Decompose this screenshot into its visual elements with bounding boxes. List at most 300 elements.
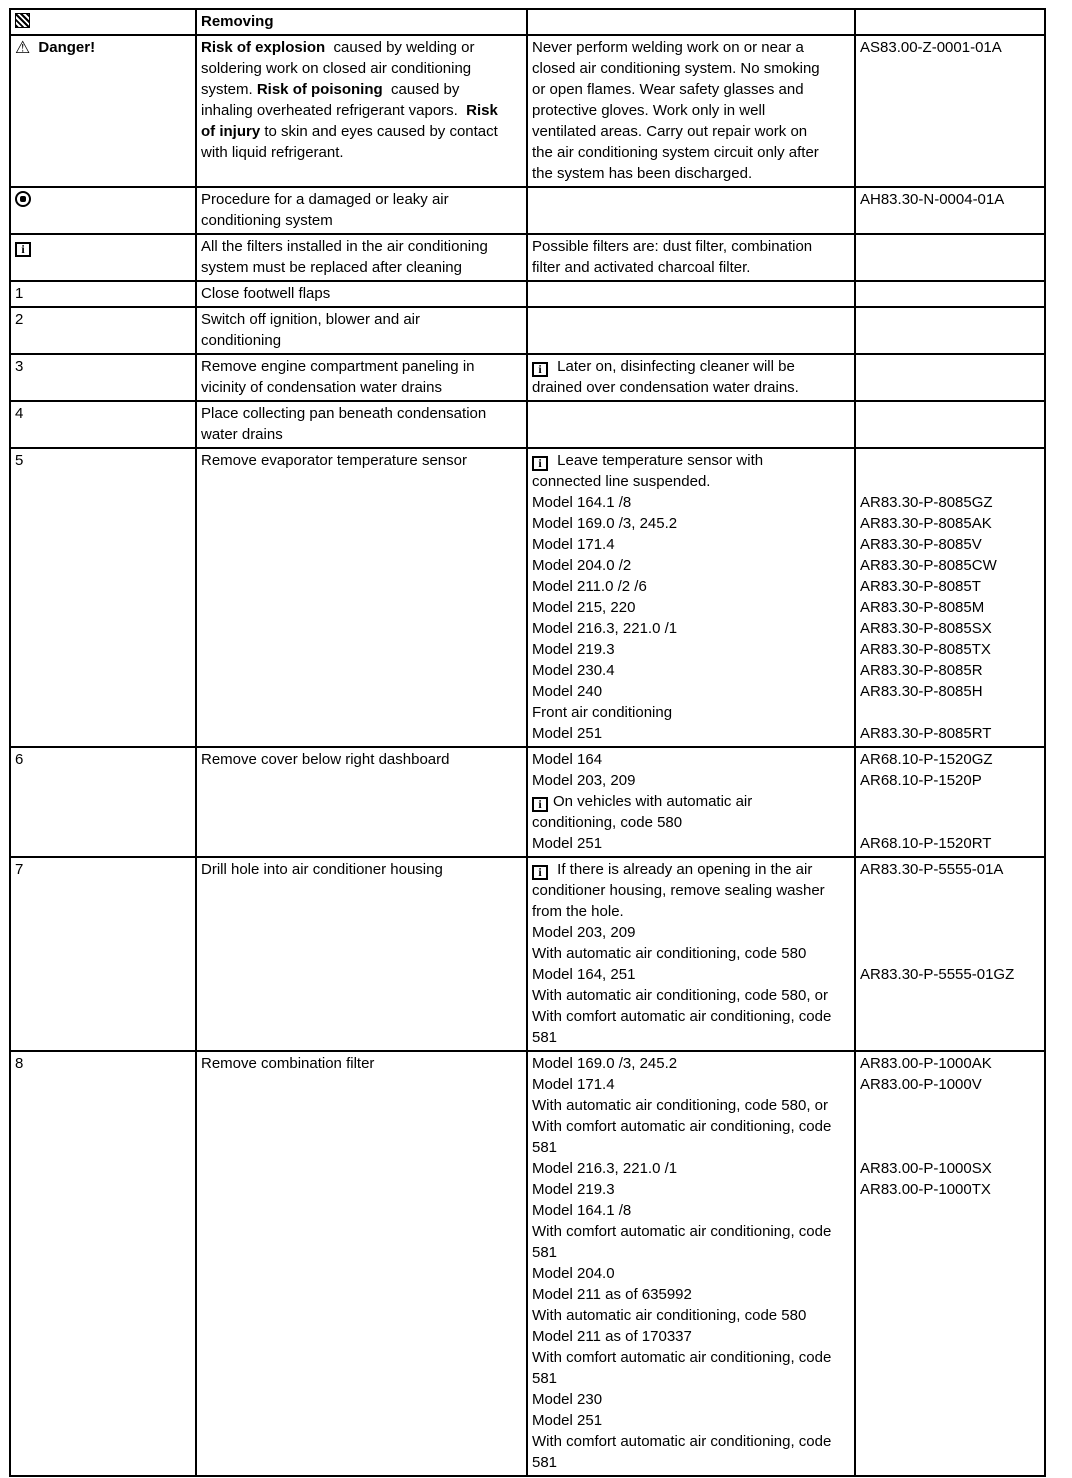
info-icon: i [532,456,548,471]
text-segment: Model 203, 209 [532,772,636,789]
text-line [201,210,522,231]
text-segment: conditioning system [201,212,333,229]
text-segment: Never perform welding work on or near a [532,39,804,56]
text-line [532,356,850,377]
text-segment: AR83.00-P-1000AK [860,1055,992,1072]
text-line [532,450,850,471]
text-segment: Remove evaporator temperature sensor [201,452,467,469]
text-segment: AR83.30-P-5555-01GZ [860,966,1015,983]
text-line [15,450,191,471]
text-segment: Later on, disinfecting cleaner will be [553,358,795,375]
text-line [532,492,850,513]
text-segment: filter and activated charcoal filter. [532,259,751,276]
text-line [201,309,522,330]
text-segment: to skin and eyes caused by contact [260,123,498,140]
step-cell [10,9,196,35]
text-segment: Model 251 [532,835,603,852]
text-line [201,37,522,58]
text-line [15,403,191,424]
text-segment: closed air conditioning system. No smoking [532,60,820,77]
text-segment: Possible filters are: dust filter, combination [532,238,813,255]
text-segment: AR83.30-P-8085RT [860,725,992,742]
text-segment: system must be replaced after cleaning [201,259,462,276]
description-cell [196,35,527,187]
text-segment: Model 215, 220 [532,599,636,616]
text-segment: With comfort automatic air conditioning, code [532,1349,832,1366]
text-line [532,901,850,922]
text-line [860,1053,1040,1074]
text-line [532,1179,850,1200]
text-segment: 581 [532,1454,558,1471]
text-segment: Model 251 [532,1412,603,1429]
text-segment: 581 [532,1029,558,1046]
step-cell [10,747,196,857]
text-segment: 581 [532,1139,558,1156]
text-segment: On vehicles with automatic air [553,793,753,810]
procedure-icon-dot [20,196,26,202]
text-segment: ventilated areas. Carry out repair work on [532,123,808,140]
info-icon: i [15,242,31,257]
text-segment: 1 [15,285,24,302]
reference-cell [855,1051,1045,1476]
description-cell [196,1051,527,1476]
text-line [532,121,850,142]
text-line [860,943,1040,964]
text-line [201,330,522,351]
step-cell [10,354,196,401]
text-line [532,812,850,833]
description-cell [196,354,527,401]
text-segment: Model 203, 209 [532,924,636,941]
text-line [532,1368,850,1389]
text-line [532,1027,850,1048]
text-segment: Model 171.4 [532,536,615,553]
text-line [15,859,191,880]
text-line [532,1263,850,1284]
text-line [532,1452,850,1473]
text-line [532,37,850,58]
reference-cell [855,401,1045,448]
text-line [15,749,191,770]
table-row [10,857,1045,1051]
notes-cell [527,307,855,354]
reference-cell [855,187,1045,234]
step-cell [10,187,196,234]
text-segment: from the hole. [532,903,624,920]
table-row [10,281,1045,307]
text-segment: AR83.30-P-8085AK [860,515,992,532]
text-line [532,660,850,681]
notes-cell [527,35,855,187]
text-line [860,1095,1040,1116]
text-segment: Model 204.0 /2 [532,557,632,574]
text-segment: With automatic air conditioning, code 580 [532,945,807,962]
text-segment: Model 211 as of 635992 [532,1286,692,1303]
text-line [860,922,1040,943]
text-segment: Leave temperature sensor with [553,452,764,469]
text-line [532,1200,850,1221]
text-segment: Front air conditioning [532,704,673,721]
text-segment: 2 [15,311,24,328]
text-segment: Model 219.3 [532,1181,615,1198]
text-line [532,1389,850,1410]
text-segment: water drains [201,426,283,443]
procedure-table [9,8,1046,1477]
text-line [532,1006,850,1027]
text-line [860,749,1040,770]
description-cell [196,187,527,234]
text-line [532,513,850,534]
text-segment: Drill hole into air conditioner housing [201,861,443,878]
step-cell [10,401,196,448]
table-row [10,35,1045,187]
step-cell [10,307,196,354]
text-line [860,1137,1040,1158]
text-segment: AR83.30-P-8085T [860,578,981,595]
reference-cell [855,35,1045,187]
description-cell [196,307,527,354]
text-segment: Model 230 [532,1391,603,1408]
text-segment: With comfort automatic air conditioning, code [532,1008,832,1025]
text-segment: Model 211.0 /2 /6 [532,578,647,595]
reference-cell [855,448,1045,747]
description-cell [196,857,527,1051]
reference-cell [855,9,1045,35]
text-segment: Model 240 [532,683,603,700]
text-segment: AR83.30-P-8085H [860,683,983,700]
text-line [532,880,850,901]
text-line [532,163,850,184]
text-segment: With comfort automatic air conditioning, code [532,1118,832,1135]
notes-cell [527,234,855,281]
text-line [532,791,850,812]
text-line [532,471,850,492]
text-line [860,597,1040,618]
text-segment: caused by welding or [325,39,475,56]
text-segment: AR83.30-P-8085V [860,536,982,553]
text-segment: Model 211 as of 170337 [532,1328,692,1345]
text-segment: AR68.10-P-1520GZ [860,751,993,768]
step-cell [10,234,196,281]
text-segment: AR83.00-P-1000SX [860,1160,992,1177]
text-segment: AR83.00-P-1000TX [860,1181,991,1198]
text-line [201,58,522,79]
text-line [532,1347,850,1368]
text-line [201,424,522,445]
text-segment: Risk [466,102,498,119]
info-icon: i [532,865,548,880]
reference-cell [855,747,1045,857]
table-row [10,448,1045,747]
description-cell [196,281,527,307]
info-icon: i [532,362,548,377]
text-line [860,37,1040,58]
text-line [860,660,1040,681]
text-line [860,1179,1040,1200]
text-segment: Model 171.4 [532,1076,615,1093]
text-line [532,1095,850,1116]
description-cell [196,234,527,281]
text-line [532,639,850,660]
text-line [201,121,522,142]
notes-cell [527,281,855,307]
text-line [532,555,850,576]
text-segment: 7 [15,861,24,878]
text-segment: Risk of explosion [201,39,326,56]
text-segment: drained over condensation water drains. [532,379,799,396]
text-line [532,618,850,639]
text-line [201,142,522,163]
text-segment: With comfort automatic air conditioning, code [532,1223,832,1240]
notes-cell [527,401,855,448]
text-segment: AS83.00-Z-0001-01A [860,39,1002,56]
text-segment: AR83.30-P-8085SX [860,620,992,637]
text-segment: 6 [15,751,24,768]
description-cell [196,401,527,448]
text-segment: vicinity of condensation water drains [201,379,442,396]
description-cell [196,747,527,857]
text-line [532,723,850,744]
text-line [201,257,522,278]
text-line [532,702,850,723]
text-line [532,1431,850,1452]
text-line [860,189,1040,210]
procedure-icon [15,191,31,207]
notes-cell [527,354,855,401]
table-row [10,187,1045,234]
text-segment: 4 [15,405,24,422]
text-line [15,1053,191,1074]
text-segment: Model 169.0 /3, 245.2 [532,1055,678,1072]
text-line [532,1221,850,1242]
text-line [532,749,850,770]
text-line [532,922,850,943]
text-segment: conditioner housing, remove sealing washer [532,882,825,899]
table-row [10,234,1045,281]
text-line [860,471,1040,492]
text-segment: With automatic air conditioning, code 580, or [532,1097,828,1114]
text-segment: Switch off ignition, blower and air [201,311,421,328]
text-line [860,618,1040,639]
text-segment: inhaling overheated refrigerant vapors. [201,102,467,119]
text-line [532,534,850,555]
notes-cell [527,9,855,35]
step-cell [10,35,196,187]
text-segment: with liquid refrigerant. [201,144,344,161]
info-icon: i [532,797,548,812]
text-line [532,681,850,702]
text-segment: conditioning, code 580 [532,814,683,831]
text-segment: Model 204.0 [532,1265,615,1282]
text-segment: Danger! [34,39,96,56]
text-segment: Remove combination filter [201,1055,375,1072]
text-line [532,833,850,854]
reference-cell [855,354,1045,401]
text-line [532,1137,850,1158]
table-row [10,9,1045,35]
text-segment: With automatic air conditioning, code 580 [532,1307,807,1324]
text-segment: the system has been discharged. [532,165,753,182]
text-line [860,450,1040,471]
text-segment: Remove cover below right dashboard [201,751,450,768]
text-line [532,985,850,1006]
text-segment: All the filters installed in the air conditioning [201,238,488,255]
step-cell [10,448,196,747]
text-line [532,142,850,163]
text-line [532,576,850,597]
text-line [532,1158,850,1179]
step-cell [10,1051,196,1476]
text-segment: Model 169.0 /3, 245.2 [532,515,678,532]
text-line [532,1242,850,1263]
text-line [201,283,522,304]
text-segment: Remove engine compartment paneling in [201,358,475,375]
text-line [532,859,850,880]
step-cell [10,281,196,307]
text-line [860,555,1040,576]
text-segment: With automatic air conditioning, code 580, or [532,987,828,1004]
text-line [201,356,522,377]
text-segment: or open flames. Wear safety glasses and [532,81,804,98]
text-line [201,377,522,398]
notes-cell [527,187,855,234]
text-line [860,702,1040,723]
text-line [532,964,850,985]
text-line [860,492,1040,513]
text-segment: Model 164, 251 [532,966,636,983]
text-segment: Risk of poisoning [256,81,383,98]
text-line [532,1305,850,1326]
text-segment: AR83.30-P-8085R [860,662,983,679]
text-line [532,1284,850,1305]
text-segment: protective gloves. Work only in well [532,102,766,119]
procedure-table-body [10,9,1045,1476]
text-line [860,964,1040,985]
notes-cell [527,1051,855,1476]
text-line [532,79,850,100]
text-line [15,356,191,377]
text-segment: Removing [201,13,274,30]
text-line [860,859,1040,880]
text-segment: Model 216.3, 221.0 /1 [532,1160,678,1177]
text-segment: Model 251 [532,725,603,742]
text-segment: of injury [201,123,261,140]
text-line [15,37,191,59]
text-line [15,309,191,330]
text-line [532,58,850,79]
text-segment: Model 216.3, 221.0 /1 [532,620,678,637]
text-line [15,236,191,257]
text-line [532,770,850,791]
text-segment: 5 [15,452,24,469]
notes-cell [527,747,855,857]
text-line [532,1053,850,1074]
text-line [860,1116,1040,1137]
text-segment: With comfort automatic air conditioning, code [532,1433,832,1450]
text-line [860,1074,1040,1095]
text-line [532,1074,850,1095]
text-segment: AR83.00-P-1000V [860,1076,982,1093]
text-line [532,100,850,121]
text-segment: AH83.30-N-0004-01A [860,191,1005,208]
text-segment: AR68.10-P-1520P [860,772,982,789]
text-line [532,943,850,964]
notes-cell [527,857,855,1051]
reference-cell [855,857,1045,1051]
text-line [201,1053,522,1074]
text-segment: Model 164 [532,751,603,768]
text-segment: AR83.30-P-8085CW [860,557,997,574]
text-segment: the air conditioning system circuit only after [532,144,819,161]
notes-cell [527,448,855,747]
table-row [10,307,1045,354]
description-cell [196,448,527,747]
text-line [860,1158,1040,1179]
text-line [201,403,522,424]
text-line [15,189,191,210]
text-segment: Procedure for a damaged or leaky air [201,191,449,208]
text-line [860,880,1040,901]
text-line [860,901,1040,922]
text-segment: AR83.30-P-5555-01A [860,861,1004,878]
text-line [532,377,850,398]
text-segment: 581 [532,1370,558,1387]
text-line [860,576,1040,597]
text-segment: Close footwell flaps [201,285,331,302]
text-line [201,236,522,257]
text-line [15,283,191,304]
text-segment: system. [201,81,257,98]
table-row [10,1051,1045,1476]
text-segment: AR83.30-P-8085GZ [860,494,993,511]
text-segment: 581 [532,1244,558,1261]
text-line [860,812,1040,833]
text-segment: 3 [15,358,24,375]
text-line [201,100,522,121]
text-line [860,723,1040,744]
text-line [532,257,850,278]
text-line [201,450,522,471]
text-line [532,1326,850,1347]
table-row [10,747,1045,857]
text-segment: Place collecting pan beneath condensation [201,405,487,422]
danger-icon: ⚠ [15,38,31,58]
text-line [201,79,522,100]
text-segment: AR68.10-P-1520RT [860,835,992,852]
text-line [532,1116,850,1137]
text-segment: AR83.30-P-8085TX [860,641,991,658]
text-line [860,770,1040,791]
text-line [860,791,1040,812]
text-line [860,513,1040,534]
text-line [532,236,850,257]
reference-cell [855,307,1045,354]
text-line [201,859,522,880]
text-segment: conditioning [201,332,282,349]
text-line [201,189,522,210]
text-segment: Model 164.1 /8 [532,1202,632,1219]
text-segment: connected line suspended. [532,473,711,490]
text-segment: Model 164.1 /8 [532,494,632,511]
text-segment: If there is already an opening in the air [553,861,813,878]
text-line [201,11,522,32]
removal-icon [15,13,30,28]
text-line [15,11,191,32]
text-line [860,681,1040,702]
step-cell [10,857,196,1051]
text-segment: Model 230.4 [532,662,615,679]
text-segment: 8 [15,1055,24,1072]
